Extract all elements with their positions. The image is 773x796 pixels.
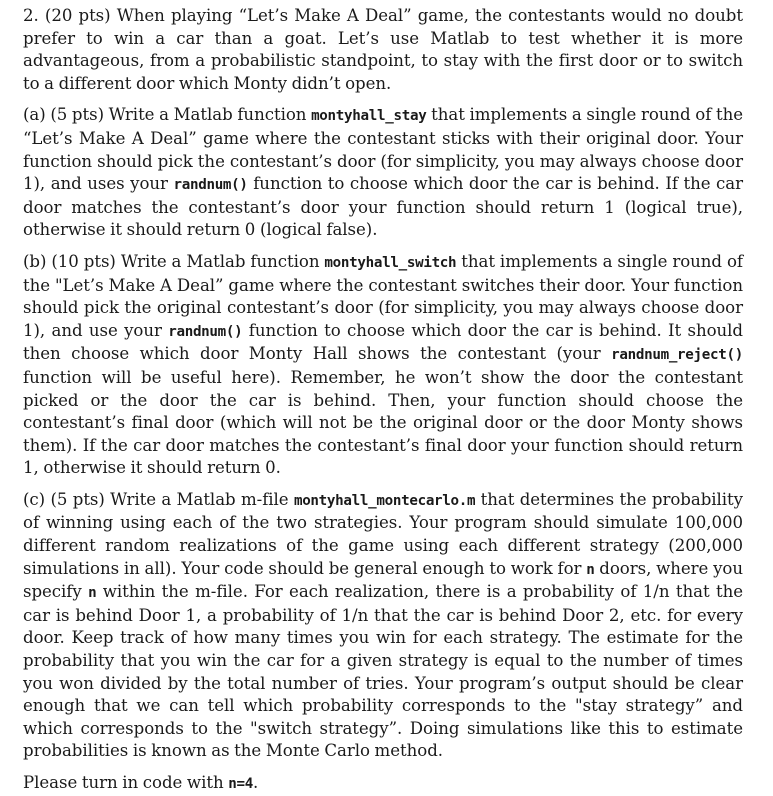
part-b-text-2: that implements a single round of the "Let’s Make A Deal” game where the contestant switches their door. Your function should pick the original contestant’s door (for simplicity, you may always choose door 1), and use your: [23, 251, 743, 340]
code-n-specify: n: [88, 585, 97, 602]
intro-text: 2. (20 pts) When playing “Let’s Make A Deal” game, the contestants would no doubt prefer to win a car than a goat. Let’s use Matlab to test whether it is more advantageous, from a probabilistic standpoint, to stay with the first door or to switch to a different door which Monty didn’t open.: [23, 6, 743, 93]
part-c-text-3: doors, where you specify: [23, 558, 744, 602]
part-a-paragraph: [23, 104, 743, 242]
problem-intro: [23, 5, 743, 95]
code-montyhall-switch: montyhall_switch: [324, 254, 457, 271]
closing-line: [23, 772, 743, 796]
part-a-text-1: (a) (5 pts) Write a Matlab function: [23, 105, 312, 125]
code-montyhall-stay: montyhall_stay: [311, 108, 427, 125]
code-n-doors: n: [586, 561, 595, 578]
code-randnum-b: randnum(): [168, 323, 243, 340]
part-c-paragraph: [23, 489, 743, 763]
part-b-text-1: (b) (10 pts) Write a Matlab function: [23, 251, 325, 271]
closing-text-1: Please turn in code with: [23, 773, 229, 792]
part-b-text-4: function will be useful here). Remember, he won’t show the door the contestant picked or the door the car is behind. Then, your function should choose the contestant’s final door (which will not be the original door or the door Monty shows them). If the car door matches the contestant’s final door your function should return 1, otherwise it should return 0.: [23, 367, 743, 478]
part-c-text-2: that determines the probability of winning using each of the two strategies. Your program should simulate 100,000 different random realizations of the game using each different strategy (200,000 simulations in all). Your code should be general enough to work for: [23, 489, 743, 578]
part-a-text-2: that implements a single round of the “Let’s Make A Deal” game where the contestant sticks with their original door. Your function should pick the contestant’s door (for simplicity, you may always choose door 1), and uses your: [23, 105, 744, 194]
closing-text-2: .: [252, 773, 259, 792]
code-randnum-reject: randnum_reject(): [611, 347, 743, 364]
code-n-equals-4: n=4: [228, 776, 253, 792]
part-b-paragraph: [23, 251, 743, 480]
part-a-text-3: function to choose which door the car is behind. If the car door matches the contestant’s door your function should return 1 (logical true), otherwise it should return 0 (logical false).: [23, 174, 743, 240]
code-montecarlo-file: montyhall_montecarlo.m: [293, 492, 476, 509]
part-c-text-1: (c) (5 pts) Write a Matlab m-file: [23, 489, 294, 509]
part-c-text-4: within the m-file. For each realization, there is a probability of 1/n that the car is behind Door 1, a probability of 1/n that the car is behind Door 2, etc. for every door. Keep track of how many times you win for each strategy. The estimate for the probability that you win the car for a given strategy is equal to the number of times you won divided by the total number of tries. Your program’s output should be clear enough that we can tell which probability corresponds to the "stay strategy” and which corresponds to the "switch strategy”. Doing simulations like this to estimate probabilities is known as the Monte Carlo method.: [23, 582, 743, 761]
code-randnum: randnum(): [173, 177, 248, 194]
part-b-text-3: function to choose which door the car is behind. It should then choose which door Monty Hall shows the contestant (your: [23, 320, 743, 364]
